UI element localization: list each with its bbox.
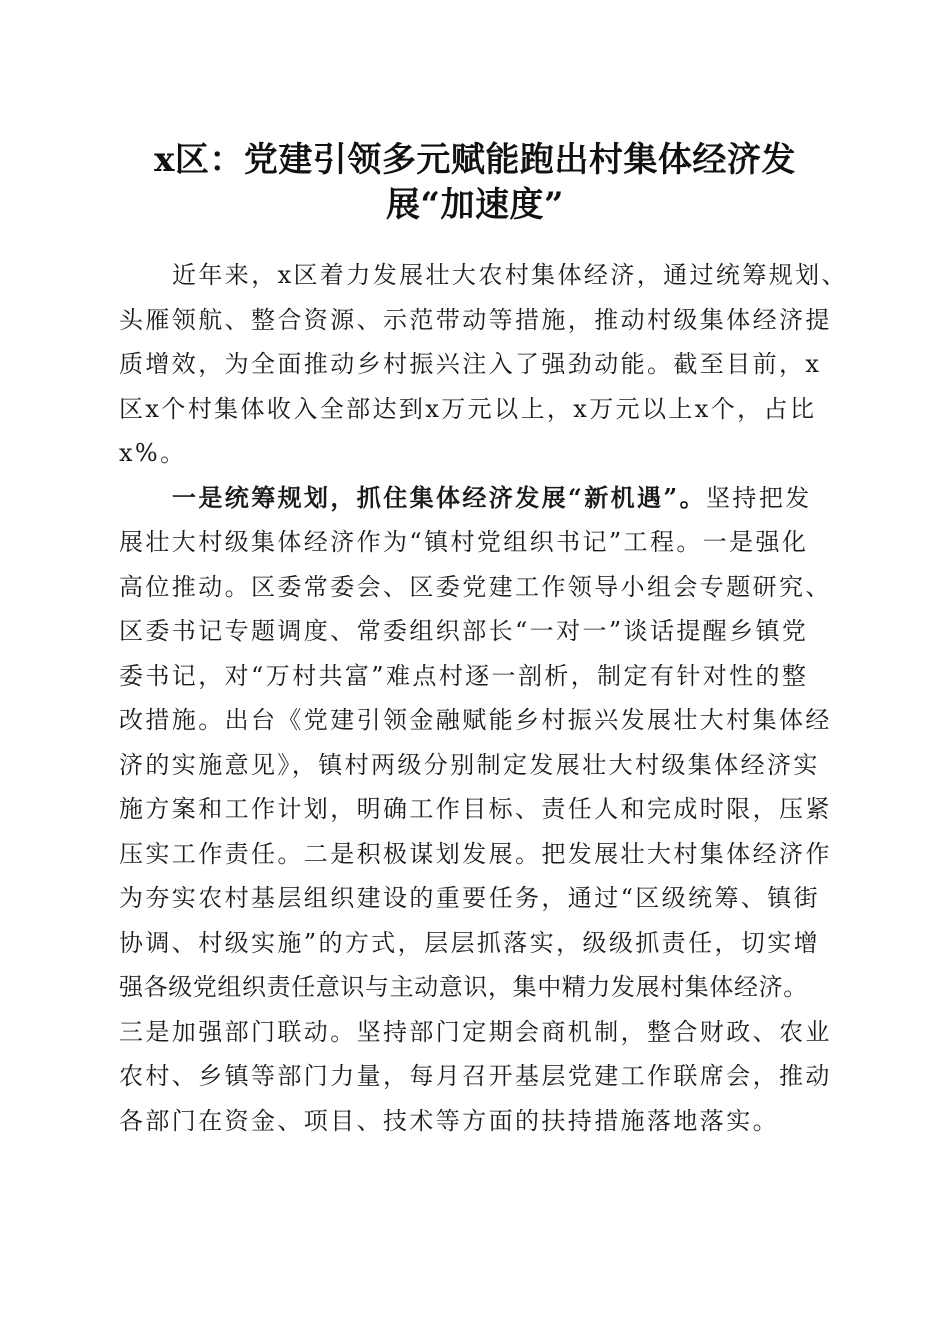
text-line: 质增效，为全面推动乡村振兴注入了强劲动能。截至目前，x [119, 350, 822, 378]
text-line: 展壮大村级集体经济作为“镇村党组织书记”工程。一是强化 [119, 528, 809, 556]
document-body [119, 253, 848, 1143]
text-line: x%。 [119, 439, 187, 467]
document-title [120, 138, 830, 228]
text-line: 近年来，x区着力发展壮大农村集体经济，通过统筹规划、 [172, 261, 848, 289]
text-line [119, 476, 831, 521]
text-line: 强各级党组织责任意识与主动意识，集中精力发展村集体经济。 [119, 973, 808, 1001]
text-line: 改措施。出台《党建引领金融赋能乡村振兴发展壮大村集体经 [119, 706, 832, 734]
section-heading: 一是统筹规划，抓住集体经济发展“新机遇”。 [172, 482, 707, 512]
text-line: 农村、乡镇等部门力量，每月召开基层党建工作联席会，推动 [119, 1062, 832, 1090]
text-line: 施方案和工作计划，明确工作目标、责任人和完成时限，压紧 [119, 795, 832, 823]
text-line: 协调、村级实施”的方式，层层抓落实，级级抓责任，切实增 [119, 928, 821, 957]
text-line: 压实工作责任。二是积极谋划发展。把发展壮大村集体经济作 [119, 839, 832, 868]
text-line: 高位推动。区委常委会、区委党建工作领导小组会专题研究、 [119, 572, 832, 601]
paragraph-1 [119, 253, 848, 476]
text-line: 委书记，对“万村共富”难点村逐一剖析，制定有针对性的整 [119, 661, 809, 690]
text-line: 为夯实农村基层组织建设的重要任务，通过“区级统筹、镇街 [119, 884, 821, 912]
text-line: 济的实施意见》，镇村两级分别制定发展壮大村级集体经济实 [119, 750, 820, 779]
title-line-2: 展“加速度” [385, 185, 565, 225]
text-line: 头雁领航、整合资源、示范带动等措施，推动村级集体经济提 [119, 305, 832, 334]
text-line: 三是加强部门联动。坚持部门定期会商机制，整合财政、农业 [119, 1017, 832, 1046]
text-line: 区委书记专题调度、常委组织部长“一对一”谈话提醒乡镇党 [119, 617, 809, 645]
text-line: 区x个村集体收入全部达到x万元以上，x万元以上x个，占比 [119, 394, 817, 423]
text-run: 坚持把发 [706, 483, 812, 512]
text-line: 各部门在资金、项目、技术等方面的扶持措施落地落实。 [119, 1106, 779, 1135]
title-line-1: x区：党建引领多元赋能跑出村集体经济发 [154, 140, 796, 180]
paragraph-2 [119, 476, 831, 1144]
